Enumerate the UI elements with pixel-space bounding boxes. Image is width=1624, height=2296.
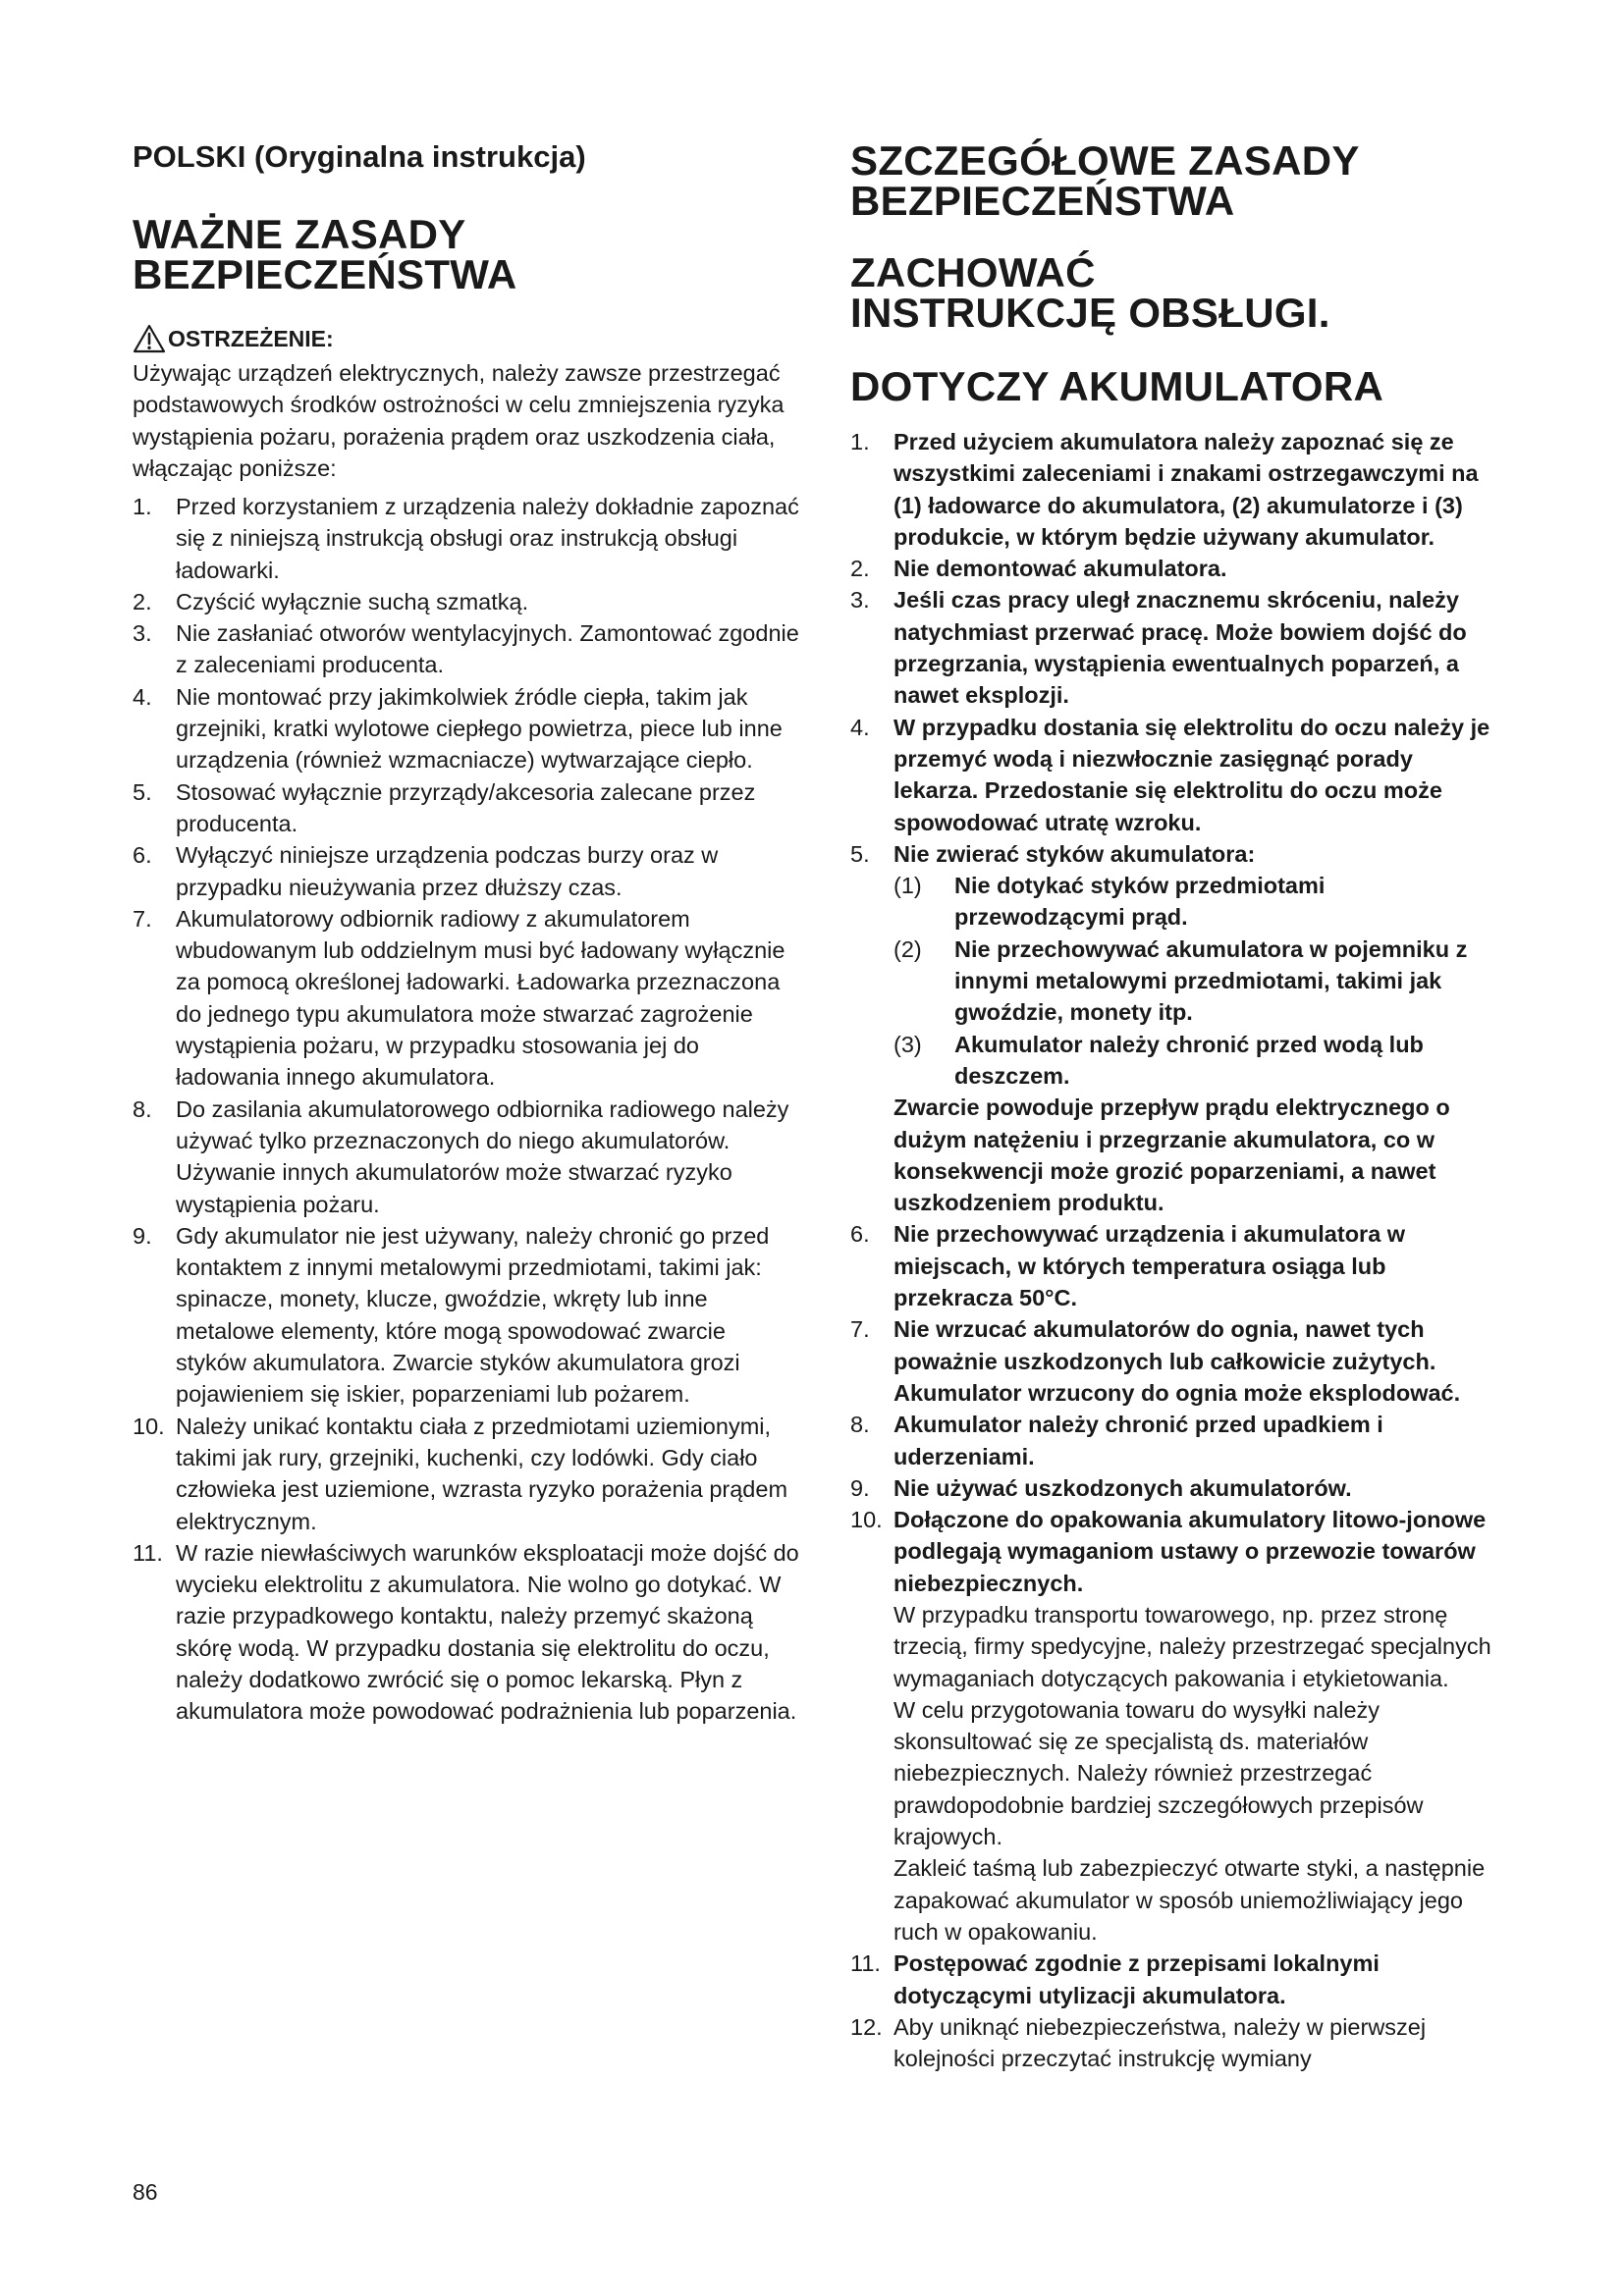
section-title-detailed-safety: SZCZEGÓŁOWE ZASADY BEZPIECZEŃSTWA xyxy=(850,137,1359,224)
list-item: 7. Nie wrzucać akumulatorów do ognia, nawet tych poważnie uszkodzonych lub całkowicie zużytych. Akumulator wrzucony do ognia może eksplodować. xyxy=(850,1316,1461,1406)
list-item: 10. Dołączone do opakowania akumulatory litowo-jonowe podlegają wymaganiom ustawy o przewozie towarów niebezpiecznych. W przypadku transportu towarowego, np. przez stronę trzecią, firmy spedycyjne, należy przestrzegać specjalnych wymaganiach dotyczących pakowania i etykietowania. W celu przygotowania towaru do wysyłki należy skonsultować się ze specjalistą ds. materiałów niebezpiecznych. Należy również przestrzegać prawdopodobnie bardziej szczegółowych przepisów krajowych. Zakleić taśmą lub zabezpieczyć otwarte styki, a następnie zapakować akumulator w sposób uniemożliwiający jego ruch w opakowaniu. xyxy=(850,1504,1498,1948)
list-item: 6. Nie przechowywać urządzenia i akumulatora w miejscach, w których temperatura osiąga lub przekracza 50°C. xyxy=(850,1221,1406,1311)
transport-paragraph: W celu przygotowania towaru do wysyłki należy skonsultować się ze specjalistą ds. materiałów niebezpiecznych. Należy również przestrzegać prawdopodobnie bardziej szczegółowych przepisów krajowych. xyxy=(893,1696,1424,1850)
battery-safety-list xyxy=(850,426,1498,2074)
section-title-save-instructions: ZACHOWAĆ INSTRUKCJĘ OBSŁUGI. xyxy=(850,249,1330,336)
general-safety-list xyxy=(133,491,800,1728)
list-item: 8. Akumulator należy chronić przed upadkiem i uderzeniami. xyxy=(850,1412,1383,1469)
warning-triangle-icon xyxy=(133,324,166,353)
transport-paragraph: W przypadku transportu towarowego, np. przez stronę trzecią, firmy spedycyjne, należy przestrzegać specjalnych wymaganiach dotyczących pakowania i etykietowania. xyxy=(893,1601,1491,1691)
list-item: 4. W przypadku dostania się elektrolitu do oczu należy je przemyć wodą i niezwłocznie zasięgnąć porady lekarza. Przedostanie się elektrolitu do oczu może spowodować utratę wzroku. xyxy=(850,714,1490,835)
short-circuit-note: Zwarcie powoduje przepływ prądu elektrycznego o dużym natężeniu i przegrzanie akumulatora, co w konsekwencji może grozić poparzeniami, a nawet uszkodzeniem produktu. xyxy=(893,1095,1450,1216)
page-number: 86 xyxy=(133,2179,158,2205)
sub-list-item: (2) Nie przechowywać akumulatora w pojemniku z innymi metalowymi przedmiotami, takimi jak gwoździe, monety itp. xyxy=(893,935,1468,1026)
list-item: 3. Nie zasłaniać otworów wentylacyjnych. Zamontować zgodnie z zaleceniami producenta. xyxy=(133,620,799,678)
list-item: 1. Przed użyciem akumulatora należy zapoznać się ze wszystkimi zaleceniami i znakami ostrzegawczymi na (1) ładowarce do akumulatora, (2) akumulatorze i (3) produkcie, w którym będzie używany akumulator. xyxy=(850,429,1479,550)
list-item: 2. Nie demontować akumulatora. xyxy=(850,556,1227,582)
list-item: 5. Stosować wyłącznie przyrządy/akcesoria zalecane przez producenta. xyxy=(133,778,756,836)
intro-paragraph: Używając urządzeń elektrycznych, należy zawsze przestrzegać podstawowych środków ostrożności w celu zmniejszenia ryzyka wystąpienia pożaru, porażenia prądem oraz uszkodzenia ciała, włączając poniższe: xyxy=(133,360,785,481)
list-item: 5. Nie zwierać styków akumulatora: (1) Nie dotykać styków przedmiotami przewodzącymi prąd. (2) Nie przechowywać akumulatora w pojemniku z innymi metalowymi przedmiotami, takimi jak gwoździe, monety itp. (3) Akumulator należy chronić przed wodą lub deszczem. Zwarcie powoduje przepływ prądu elektrycznego o dużym natężeniu i przegrzanie akumulatora, co w konsekwencji może grozić poparzeniami, a nawet uszkodzeniem produktu. xyxy=(850,838,1498,1219)
transport-paragraph: Zakleić taśmą lub zabezpieczyć otwarte styki, a następnie zapakować akumulator w sposób uniemożliwiający jego ruch w opakowaniu. xyxy=(893,1855,1486,1945)
list-item: 9. Gdy akumulator nie jest używany, należy chronić go przed kontaktem z innymi metalowymi przedmiotami, takimi jak: spinacze, monety, klucze, gwoździe, wkręty lub inne metalowe elementy, które mogą spowodować zwarcie styków akumulatora. Zwarcie styków akumulatora grozi pojawieniem się iskier, poparzeniami lub pożarem. xyxy=(133,1222,770,1408)
sub-list-item: (1) Nie dotykać styków przedmiotami przewodzącymi prąd. xyxy=(893,873,1326,931)
list-item: 11. Postępować zgodnie z przepisami lokalnymi dotyczącymi utylizacji akumulatora. xyxy=(850,1950,1380,2008)
section-title-important-safety: WAŻNE ZASADY BEZPIECZEŃSTWA xyxy=(133,211,517,297)
list-item: 2. Czyścić wyłącznie suchą szmatką. xyxy=(133,588,529,614)
section-title-battery: DOTYCZY AKUMULATORA xyxy=(850,363,1384,409)
list-item: 6. Wyłączyć niniejsze urządzenia podczas burzy oraz w przypadku nieużywania przez dłuższy czas. xyxy=(133,842,719,900)
sub-list-item: (3) Akumulator należy chronić przed wodą lub deszczem. xyxy=(893,1031,1424,1089)
list-item: 9. Nie używać uszkodzonych akumulatorów. xyxy=(850,1474,1352,1501)
list-item: 11. W razie niewłaściwych warunków eksploatacji może dojść do wycieku elektrolitu z akumulatora. Nie wolno go dotykać. W razie przypadkowego kontaktu, należy przemyć skażoną skórę wodą. W przypadku dostania się elektrolitu do oczu, należy dodatkowo zwrócić się o pomoc lekarską. Płyn z akumulatora może powodować podrażnienia lub poparzenia. xyxy=(133,1539,799,1725)
list-item: 7. Akumulatorowy odbiornik radiowy z akumulatorem wbudowanym lub oddzielnym musi być ładowany wyłącznie za pomocą określonej ładowarki. Ładowarka przeznaczona do jednego typu akumulatora może stwarzać zagrożenie wystąpienia pożaru, w przypadku stosowania jej do ładowania innego akumulatora. xyxy=(133,905,785,1091)
list-item: 4. Nie montować przy jakimkolwiek źródle ciepła, takim jak grzejniki, kratki wylotowe ciepłego powietrza, piece lub inne urządzenia (również wzmacniacze) wytwarzające ciepło. xyxy=(133,683,783,774)
sub-list xyxy=(893,870,1498,1092)
list-item: 3. Jeśli czas pracy uległ znacznemu skróceniu, należy natychmiast przerwać pracę. Może bowiem dojść do przegrzania, wystąpienia ewentualnych poparzeń, a nawet eksplozji. xyxy=(850,587,1467,709)
warning-label: OSTRZEŻENIE: xyxy=(168,325,334,351)
list-item: 8. Do zasilania akumulatorowego odbiornika radiowego należy używać tylko przeznaczonych do niego akumulatorów. Używanie innych akumulatorów może stwarzać ryzyko wystąpienia pożaru. xyxy=(133,1095,789,1217)
warning-heading xyxy=(133,324,334,353)
list-item: 12. Aby uniknąć niebezpieczeństwa, należy w pierwszej kolejności przeczytać instrukcję wymiany xyxy=(850,2013,1427,2072)
language-header: POLSKI (Oryginalna instrukcja) xyxy=(133,139,586,174)
list-item: 1. Przed korzystaniem z urządzenia należy dokładnie zapoznać się z niniejszą instrukcją obsługi oraz instrukcją obsługi ładowarki. xyxy=(133,494,799,583)
list-item: 10. Należy unikać kontaktu ciała z przedmiotami uziemionymi, takimi jak rury, grzejniki, kuchenki, czy lodówki. Gdy ciało człowieka jest uziemione, wzrasta ryzyko porażenia prądem elektrycznym. xyxy=(133,1413,788,1534)
